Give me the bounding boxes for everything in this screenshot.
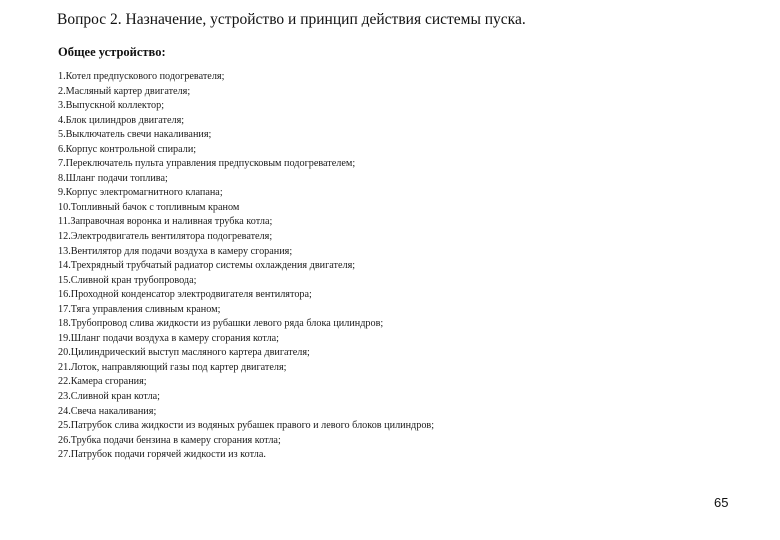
list-item: 11.Заправочная воронка и наливная трубка котла; xyxy=(58,216,273,228)
list-item: 18.Трубопровод слива жидкости из рубашки левого ряда блока цилиндров; xyxy=(58,318,384,330)
list-item: 19.Шланг подачи воздуха в камеру сгорания котла; xyxy=(58,332,280,344)
list-item: 21.Лоток, направляющий газы под картер двигателя; xyxy=(58,361,287,373)
list-item: 9.Корпус электромагнитного клапана; xyxy=(58,187,223,199)
list-item: 1.Котел предпускового подогревателя; xyxy=(58,71,225,82)
page-title: Вопрос 2. Назначение, устройство и принцип действия системы пуска. xyxy=(57,11,526,28)
list-item: 14.Трехрядный трубчатый радиатор системы охлаждения двигателя; xyxy=(58,260,356,272)
list-item: 4.Блок цилиндров двигателя; xyxy=(58,114,185,126)
list-item: 23.Сливной кран котла; xyxy=(58,391,161,403)
list-item: 20.Цилиндрический выступ масляного картера двигателя; xyxy=(58,347,310,359)
list-item: 3.Выпускной коллектор; xyxy=(58,100,165,112)
list-item: 8.Шланг подачи топлива; xyxy=(58,172,168,184)
list-item: 10.Топливный бачок с топливным краном xyxy=(58,201,240,213)
list-item: 24.Свеча накаливания; xyxy=(58,405,157,417)
list-item: 17.Тяга управления сливным краном; xyxy=(58,303,221,315)
list-item: 22.Камера сгорания; xyxy=(58,376,147,388)
list-item: 7.Переключатель пульта управления предпусковым подогревателем; xyxy=(58,158,356,170)
list-item: 5.Выключатель свечи накаливания; xyxy=(58,129,212,141)
list-item: 27.Патрубок подачи горячей жидкости из котла. xyxy=(58,449,266,461)
page-number: 65 xyxy=(714,495,729,510)
list-item: 26.Трубка подачи бензина в камеру сгорания котла; xyxy=(58,434,281,446)
list-item: 16.Проходной конденсатор электродвигателя вентилятора; xyxy=(58,289,312,301)
list-item: 2.Масляный картер двигателя; xyxy=(58,85,191,97)
section-heading: Общее устройство: xyxy=(58,45,166,59)
list-item: 13.Вентилятор для подачи воздуха в камеру сгорания; xyxy=(58,245,293,257)
list-item: 6.Корпус контрольной спирали; xyxy=(58,143,197,155)
list-item: 25.Патрубок слива жидкости из водяных рубашек правого и левого блоков цилиндров; xyxy=(58,420,435,432)
parts-list xyxy=(58,70,434,463)
list-item: 12.Электродвигатель вентилятора подогревателя; xyxy=(58,231,273,243)
list-item: 15.Сливной кран трубопровода; xyxy=(58,274,197,286)
